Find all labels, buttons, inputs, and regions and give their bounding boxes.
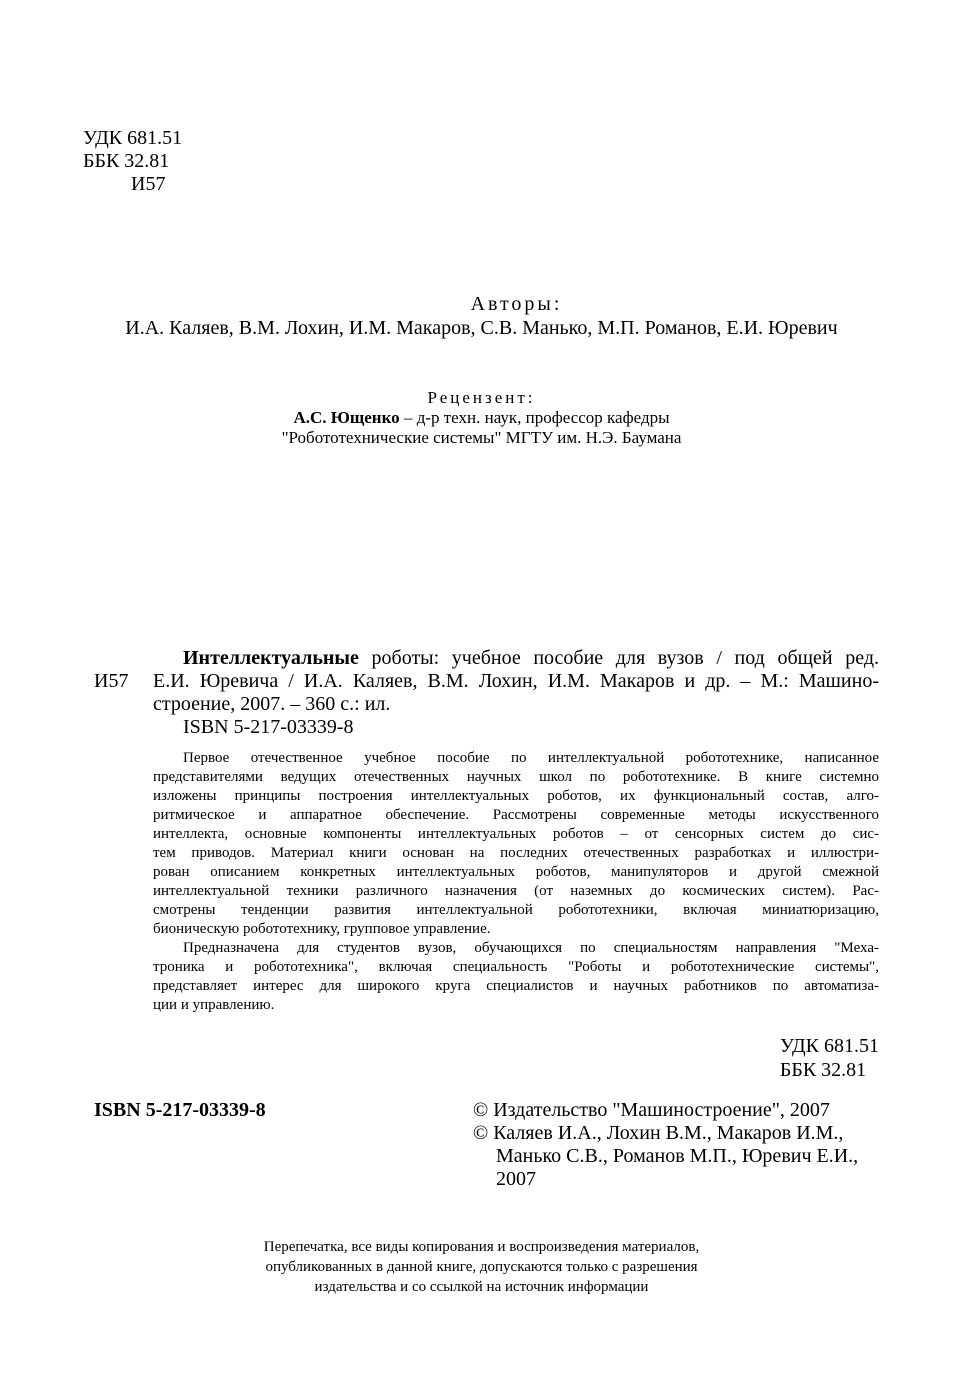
udk-code: УДК 681.51 — [83, 127, 183, 149]
abstract-line: ритмическое и аппаратное обеспечение. Рассмотрены современные методы искусственного — [153, 807, 879, 823]
reviewer-title: – д-р техн. наук, профессор кафедры — [399, 408, 670, 427]
notice-line-3: издательства и со ссылкой на источник информации — [314, 1279, 649, 1295]
classification-block — [83, 127, 182, 196]
bbk-code-right: ББК 32.81 — [779, 1059, 867, 1081]
catalog-line-2: Е.И. Юревича / И.А. Каляев, В.М. Лохин, И.М. Макаров и др. – М.: Машино- — [153, 670, 879, 692]
reviewer-heading: Рецензент: — [427, 388, 536, 407]
author-mark: И57 — [131, 173, 166, 195]
abstract-line: троника и робототехника", включая специальность "Роботы и робототехнические системы", — [153, 959, 879, 975]
copyright-line-1: © Издательство "Машиностроение", 2007 — [473, 1099, 830, 1121]
abstract-line: ции и управлению. — [153, 997, 275, 1013]
copyright-line-2: © Каляев И.А., Лохин В.М., Макаров И.М., — [473, 1122, 844, 1144]
copyright-line-3: Манько С.В., Романов М.П., Юревич Е.И., — [496, 1145, 859, 1167]
abstract-line: изложены принципы построения интеллектуальных роботов, их функциональный состав, алго- — [153, 788, 879, 804]
catalog-title: Интеллектуальные — [183, 647, 359, 669]
catalog-line-3: строение, 2007. – 360 с.: ил. — [153, 693, 391, 715]
catalog-entry — [153, 647, 879, 739]
reprint-notice — [180, 1237, 783, 1297]
abstract-line: бионическую робототехнику, групповое управление. — [153, 921, 491, 937]
reviewer-block — [180, 388, 783, 448]
abstract-line: рован описанием конкретных интеллектуальных роботов, манипуляторов и другой смежной — [153, 864, 879, 880]
copyright-line-4: 2007 — [496, 1168, 536, 1190]
copyright-block — [473, 1099, 858, 1191]
abstract-line: интеллекта, основные компоненты интеллектуальных роботов – от сенсорных систем до сис- — [153, 826, 879, 842]
authors-block — [60, 293, 903, 340]
reviewer-line-1 — [180, 408, 783, 428]
abstract-line: тем приводов. Материал книги основан на последних отечественных разработках и иллюстри- — [153, 845, 879, 861]
abstract-line: представителями ведущих отечественных научных школ по робототехнике. В книге системно — [153, 769, 879, 785]
catalog-title-rest: роботы: учебное пособие для вузов / под общей ред. — [358, 647, 879, 669]
catalog-isbn: ISBN 5-217-03339-8 — [183, 716, 354, 738]
udk-code-right: УДК 681.51 — [779, 1035, 879, 1057]
reviewer-line-2: "Робототехнические системы" МГТУ им. Н.Э. Баумана — [281, 428, 682, 447]
abstract-line: интеллектуальной техники различного назначения (от наземных до космических систем). Рас- — [153, 883, 879, 899]
abstract-line: смотрены тенденции развития интеллектуальной робототехники, включая миниатюризацию, — [153, 902, 879, 918]
isbn-number: ISBN 5-217-03339-8 — [94, 1099, 266, 1121]
catalog-author-mark: И57 — [94, 670, 129, 692]
notice-line-1: Перепечатка, все виды копирования и воспроизведения материалов, — [263, 1239, 700, 1255]
abstract-line: Первое отечественное учебное пособие по интеллектуальной робототехнике, написанное — [183, 750, 879, 766]
reviewer-name: А.С. Ющенко — [293, 408, 400, 427]
abstract-paragraph-1 — [153, 749, 879, 939]
authors-heading: Авторы: — [470, 293, 563, 315]
bbk-code: ББК 32.81 — [83, 150, 170, 172]
abstract-line: представляет интерес для широкого круга специалистов и научных работников по автоматиза- — [153, 978, 879, 994]
isbn-bold — [94, 1099, 266, 1122]
catalog-line-1 — [153, 647, 879, 670]
catalog-codes-right — [780, 1035, 879, 1082]
notice-line-2: опубликованных в данной книге, допускаются только с разрешения — [265, 1259, 698, 1275]
abstract — [153, 749, 879, 1015]
abstract-line: Предназначена для студентов вузов, обучающихся по специальностям направления "Меха- — [183, 940, 879, 956]
abstract-paragraph-2 — [153, 939, 879, 1015]
authors-names: И.А. Каляев, В.М. Лохин, И.М. Макаров, С.В. Манько, М.П. Романов, Е.И. Юревич — [125, 317, 838, 339]
